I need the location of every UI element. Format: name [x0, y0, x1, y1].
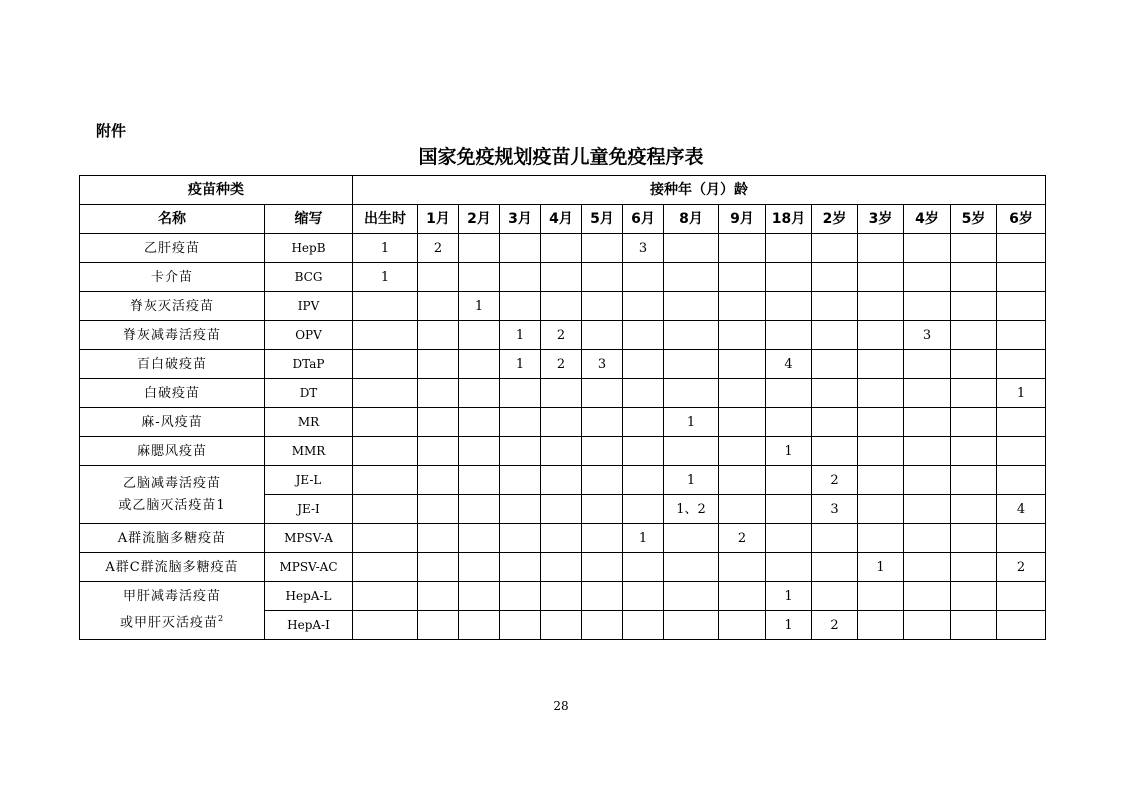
dose-cell [664, 437, 719, 466]
dose-cell [997, 408, 1046, 437]
table-row [80, 321, 1046, 350]
header-row-columns [80, 205, 1046, 234]
dose-cell [582, 379, 623, 408]
dose-cell: 3 [623, 234, 664, 263]
dose-cell [812, 524, 858, 553]
dose-cell [623, 495, 664, 524]
dose-cell [353, 553, 418, 582]
dose-cell [766, 234, 812, 263]
dose-cell [418, 379, 459, 408]
header-age-12: 4岁 [904, 205, 951, 234]
dose-cell [858, 437, 904, 466]
dose-cell [766, 466, 812, 495]
dose-cell: 1 [766, 611, 812, 640]
dose-cell [500, 437, 541, 466]
dose-cell [459, 234, 500, 263]
dose-cell [719, 611, 766, 640]
dose-cell: 1 [664, 466, 719, 495]
dose-cell [541, 553, 582, 582]
dose-cell [582, 437, 623, 466]
dose-cell: 2 [541, 350, 582, 379]
dose-cell [766, 292, 812, 321]
dose-cell [719, 553, 766, 582]
dose-cell [500, 379, 541, 408]
header-age-13: 5岁 [951, 205, 997, 234]
dose-cell [997, 466, 1046, 495]
table-row [80, 437, 1046, 466]
dose-cell [858, 524, 904, 553]
dose-cell [418, 524, 459, 553]
vaccine-abbr: DTaP [265, 350, 353, 379]
dose-cell [951, 495, 997, 524]
dose-cell [353, 292, 418, 321]
dose-cell [541, 292, 582, 321]
dose-cell [951, 582, 997, 611]
dose-cell: 2 [418, 234, 459, 263]
dose-cell [623, 350, 664, 379]
dose-cell [904, 379, 951, 408]
vaccine-name: 百白破疫苗 [80, 350, 265, 379]
dose-cell [858, 495, 904, 524]
dose-cell [582, 582, 623, 611]
dose-cell [719, 350, 766, 379]
dose-cell [418, 466, 459, 495]
header-age-7: 8月 [664, 205, 719, 234]
vaccine-name-line2: 或乙脑灭活疫苗1 [118, 497, 226, 513]
dose-cell [664, 350, 719, 379]
dose-cell [997, 611, 1046, 640]
dose-cell [812, 379, 858, 408]
dose-cell [858, 582, 904, 611]
dose-cell [541, 466, 582, 495]
dose-cell [582, 553, 623, 582]
dose-cell [418, 553, 459, 582]
dose-cell [623, 321, 664, 350]
dose-cell [500, 466, 541, 495]
table-row [80, 466, 1046, 495]
dose-cell [353, 582, 418, 611]
dose-cell: 1 [459, 292, 500, 321]
dose-cell [904, 234, 951, 263]
vaccine-name: 卡介苗 [80, 263, 265, 292]
dose-cell [418, 611, 459, 640]
dose-cell [951, 437, 997, 466]
dose-cell [904, 582, 951, 611]
dose-cell [812, 234, 858, 263]
dose-cell [459, 524, 500, 553]
dose-cell [418, 292, 459, 321]
dose-cell [997, 437, 1046, 466]
vaccine-name: 脊灰灭活疫苗 [80, 292, 265, 321]
dose-cell: 2 [541, 321, 582, 350]
dose-cell [664, 379, 719, 408]
attachment-label: 附件 [96, 122, 127, 140]
dose-cell [997, 321, 1046, 350]
dose-cell [812, 350, 858, 379]
vaccine-name: A群流脑多糖疫苗 [80, 524, 265, 553]
dose-cell [500, 524, 541, 553]
table-row [80, 350, 1046, 379]
dose-cell [541, 234, 582, 263]
schedule-body [80, 234, 1046, 640]
dose-cell [951, 350, 997, 379]
dose-cell [582, 321, 623, 350]
dose-cell [541, 582, 582, 611]
vaccine-name: 乙肝疫苗 [80, 234, 265, 263]
header-name: 名称 [80, 205, 265, 234]
header-age-1: 1月 [418, 205, 459, 234]
dose-cell [904, 495, 951, 524]
vaccine-abbr: MR [265, 408, 353, 437]
dose-cell [904, 437, 951, 466]
dose-cell [418, 408, 459, 437]
dose-cell [766, 524, 812, 553]
header-age-5: 5月 [582, 205, 623, 234]
dose-cell [623, 466, 664, 495]
dose-cell [623, 582, 664, 611]
dose-cell [459, 437, 500, 466]
dose-cell: 3 [582, 350, 623, 379]
vaccine-name: 麻-风疫苗 [80, 408, 265, 437]
dose-cell [623, 611, 664, 640]
dose-cell [664, 263, 719, 292]
dose-cell [459, 321, 500, 350]
dose-cell [951, 466, 997, 495]
header-age-3: 3月 [500, 205, 541, 234]
dose-cell: 2 [812, 611, 858, 640]
vaccine-name: 脊灰减毒活疫苗 [80, 321, 265, 350]
dose-cell: 1 [858, 553, 904, 582]
dose-cell [582, 292, 623, 321]
dose-cell [719, 321, 766, 350]
dose-cell: 2 [812, 466, 858, 495]
vaccine-name [80, 582, 265, 640]
dose-cell [418, 437, 459, 466]
dose-cell [858, 234, 904, 263]
vaccine-abbr: JE-I [265, 495, 353, 524]
dose-cell [719, 408, 766, 437]
dose-cell [353, 611, 418, 640]
dose-cell [858, 408, 904, 437]
vaccine-name-line1: 乙脑减毒活疫苗 [122, 475, 221, 491]
dose-cell [500, 611, 541, 640]
dose-cell [353, 379, 418, 408]
dose-cell [541, 379, 582, 408]
dose-cell [719, 379, 766, 408]
dose-cell [719, 466, 766, 495]
dose-cell [812, 263, 858, 292]
header-age-0: 出生时 [353, 205, 418, 234]
page-number: 28 [553, 699, 569, 713]
dose-cell [904, 524, 951, 553]
dose-cell [997, 292, 1046, 321]
dose-cell [353, 495, 418, 524]
dose-cell [500, 582, 541, 611]
dose-cell [812, 553, 858, 582]
dose-cell [904, 611, 951, 640]
dose-cell [858, 379, 904, 408]
dose-cell [541, 495, 582, 524]
dose-cell [858, 350, 904, 379]
dose-cell [500, 408, 541, 437]
header-row-group [80, 176, 1046, 205]
table-row [80, 553, 1046, 582]
dose-cell [997, 582, 1046, 611]
dose-cell [500, 234, 541, 263]
vaccine-abbr: OPV [265, 321, 353, 350]
dose-cell [541, 611, 582, 640]
dose-cell [582, 495, 623, 524]
header-abbr: 缩写 [265, 205, 353, 234]
dose-cell [500, 495, 541, 524]
header-age-14: 6岁 [997, 205, 1046, 234]
immunization-schedule-table [79, 175, 1046, 640]
dose-cell: 4 [766, 350, 812, 379]
dose-cell [541, 263, 582, 292]
table-row [80, 582, 1046, 611]
dose-cell: 1 [623, 524, 664, 553]
table-row [80, 524, 1046, 553]
vaccine-abbr: MMR [265, 437, 353, 466]
header-age: 接种年（月）龄 [353, 176, 1046, 205]
dose-cell [766, 379, 812, 408]
dose-cell [719, 495, 766, 524]
header-age-2: 2月 [459, 205, 500, 234]
vaccine-abbr: BCG [265, 263, 353, 292]
dose-cell [418, 350, 459, 379]
dose-cell [353, 524, 418, 553]
dose-cell [623, 379, 664, 408]
dose-cell [541, 408, 582, 437]
dose-cell [623, 263, 664, 292]
header-age-9: 18月 [766, 205, 812, 234]
dose-cell [719, 437, 766, 466]
vaccine-abbr: MPSV-A [265, 524, 353, 553]
dose-cell [418, 321, 459, 350]
dose-cell [353, 437, 418, 466]
dose-cell [719, 263, 766, 292]
dose-cell [541, 524, 582, 553]
header-age-6: 6月 [623, 205, 664, 234]
dose-cell [664, 292, 719, 321]
dose-cell [353, 466, 418, 495]
dose-cell [664, 524, 719, 553]
vaccine-name [80, 466, 265, 524]
dose-cell: 3 [904, 321, 951, 350]
dose-cell: 3 [812, 495, 858, 524]
dose-cell [582, 234, 623, 263]
dose-cell [812, 582, 858, 611]
dose-cell [951, 321, 997, 350]
dose-cell [459, 553, 500, 582]
header-age-4: 4月 [541, 205, 582, 234]
dose-cell [766, 553, 812, 582]
dose-cell [951, 292, 997, 321]
dose-cell [951, 524, 997, 553]
dose-cell [459, 408, 500, 437]
dose-cell [951, 379, 997, 408]
dose-cell [766, 321, 812, 350]
dose-cell [904, 408, 951, 437]
dose-cell [858, 321, 904, 350]
dose-cell [812, 408, 858, 437]
dose-cell [766, 408, 812, 437]
dose-cell [353, 321, 418, 350]
dose-cell [997, 234, 1046, 263]
vaccine-name: 白破疫苗 [80, 379, 265, 408]
vaccine-name-line1: 甲肝减毒活疫苗 [122, 589, 221, 605]
dose-cell [997, 263, 1046, 292]
dose-cell [951, 408, 997, 437]
dose-cell: 4 [997, 495, 1046, 524]
dose-cell [459, 495, 500, 524]
dose-cell [664, 582, 719, 611]
dose-cell [997, 524, 1046, 553]
dose-cell: 1 [997, 379, 1046, 408]
dose-cell [664, 553, 719, 582]
dose-cell: 2 [997, 553, 1046, 582]
header-age-11: 3岁 [858, 205, 904, 234]
dose-cell [459, 466, 500, 495]
dose-cell [904, 553, 951, 582]
dose-cell: 1 [766, 582, 812, 611]
dose-cell [459, 611, 500, 640]
dose-cell: 1 [500, 350, 541, 379]
dose-cell: 2 [719, 524, 766, 553]
dose-cell [904, 466, 951, 495]
vaccine-abbr: JE-L [265, 466, 353, 495]
dose-cell [582, 408, 623, 437]
vaccine-abbr: HepA-I [265, 611, 353, 640]
dose-cell [500, 553, 541, 582]
dose-cell: 1 [664, 408, 719, 437]
dose-cell: 1 [766, 437, 812, 466]
vaccine-name: A群C群流脑多糖疫苗 [80, 553, 265, 582]
footnote-marker: 2 [217, 614, 225, 624]
table-row [80, 379, 1046, 408]
dose-cell [719, 234, 766, 263]
dose-cell [623, 408, 664, 437]
dose-cell [418, 495, 459, 524]
dose-cell: 1、2 [664, 495, 719, 524]
dose-cell [459, 582, 500, 611]
dose-cell [719, 292, 766, 321]
vaccine-name-line2: 或甲肝灭活疫苗 [119, 615, 218, 631]
dose-cell [719, 582, 766, 611]
dose-cell [904, 292, 951, 321]
dose-cell [353, 408, 418, 437]
dose-cell [858, 292, 904, 321]
dose-cell [459, 379, 500, 408]
dose-cell [500, 263, 541, 292]
dose-cell [858, 611, 904, 640]
dose-cell [904, 263, 951, 292]
dose-cell [766, 495, 812, 524]
dose-cell: 1 [353, 234, 418, 263]
dose-cell: 1 [500, 321, 541, 350]
dose-cell [353, 350, 418, 379]
dose-cell [812, 292, 858, 321]
header-vaccine-type: 疫苗种类 [80, 176, 353, 205]
table-row [80, 234, 1046, 263]
dose-cell [623, 292, 664, 321]
vaccine-abbr: HepA-L [265, 582, 353, 611]
dose-cell [904, 350, 951, 379]
header-age-8: 9月 [719, 205, 766, 234]
header-age-10: 2岁 [812, 205, 858, 234]
page-title: 国家免疫规划疫苗儿童免疫程序表 [418, 146, 704, 168]
dose-cell [500, 292, 541, 321]
dose-cell [997, 350, 1046, 379]
dose-cell [951, 263, 997, 292]
vaccine-abbr: DT [265, 379, 353, 408]
dose-cell: 1 [353, 263, 418, 292]
table-row [80, 263, 1046, 292]
dose-cell [418, 263, 459, 292]
dose-cell [541, 437, 582, 466]
vaccine-abbr: MPSV-AC [265, 553, 353, 582]
table-row [80, 292, 1046, 321]
table-row [80, 408, 1046, 437]
dose-cell [582, 466, 623, 495]
dose-cell [582, 263, 623, 292]
dose-cell [858, 263, 904, 292]
dose-cell [623, 437, 664, 466]
dose-cell [951, 234, 997, 263]
dose-cell [812, 321, 858, 350]
dose-cell [582, 524, 623, 553]
dose-cell [418, 582, 459, 611]
dose-cell [623, 553, 664, 582]
vaccine-abbr: IPV [265, 292, 353, 321]
dose-cell [664, 611, 719, 640]
vaccine-name: 麻腮风疫苗 [80, 437, 265, 466]
dose-cell [951, 553, 997, 582]
dose-cell [459, 350, 500, 379]
dose-cell [664, 234, 719, 263]
vaccine-abbr: HepB [265, 234, 353, 263]
dose-cell [582, 611, 623, 640]
dose-cell [858, 466, 904, 495]
dose-cell [766, 263, 812, 292]
dose-cell [459, 263, 500, 292]
dose-cell [664, 321, 719, 350]
dose-cell [951, 611, 997, 640]
dose-cell [812, 437, 858, 466]
